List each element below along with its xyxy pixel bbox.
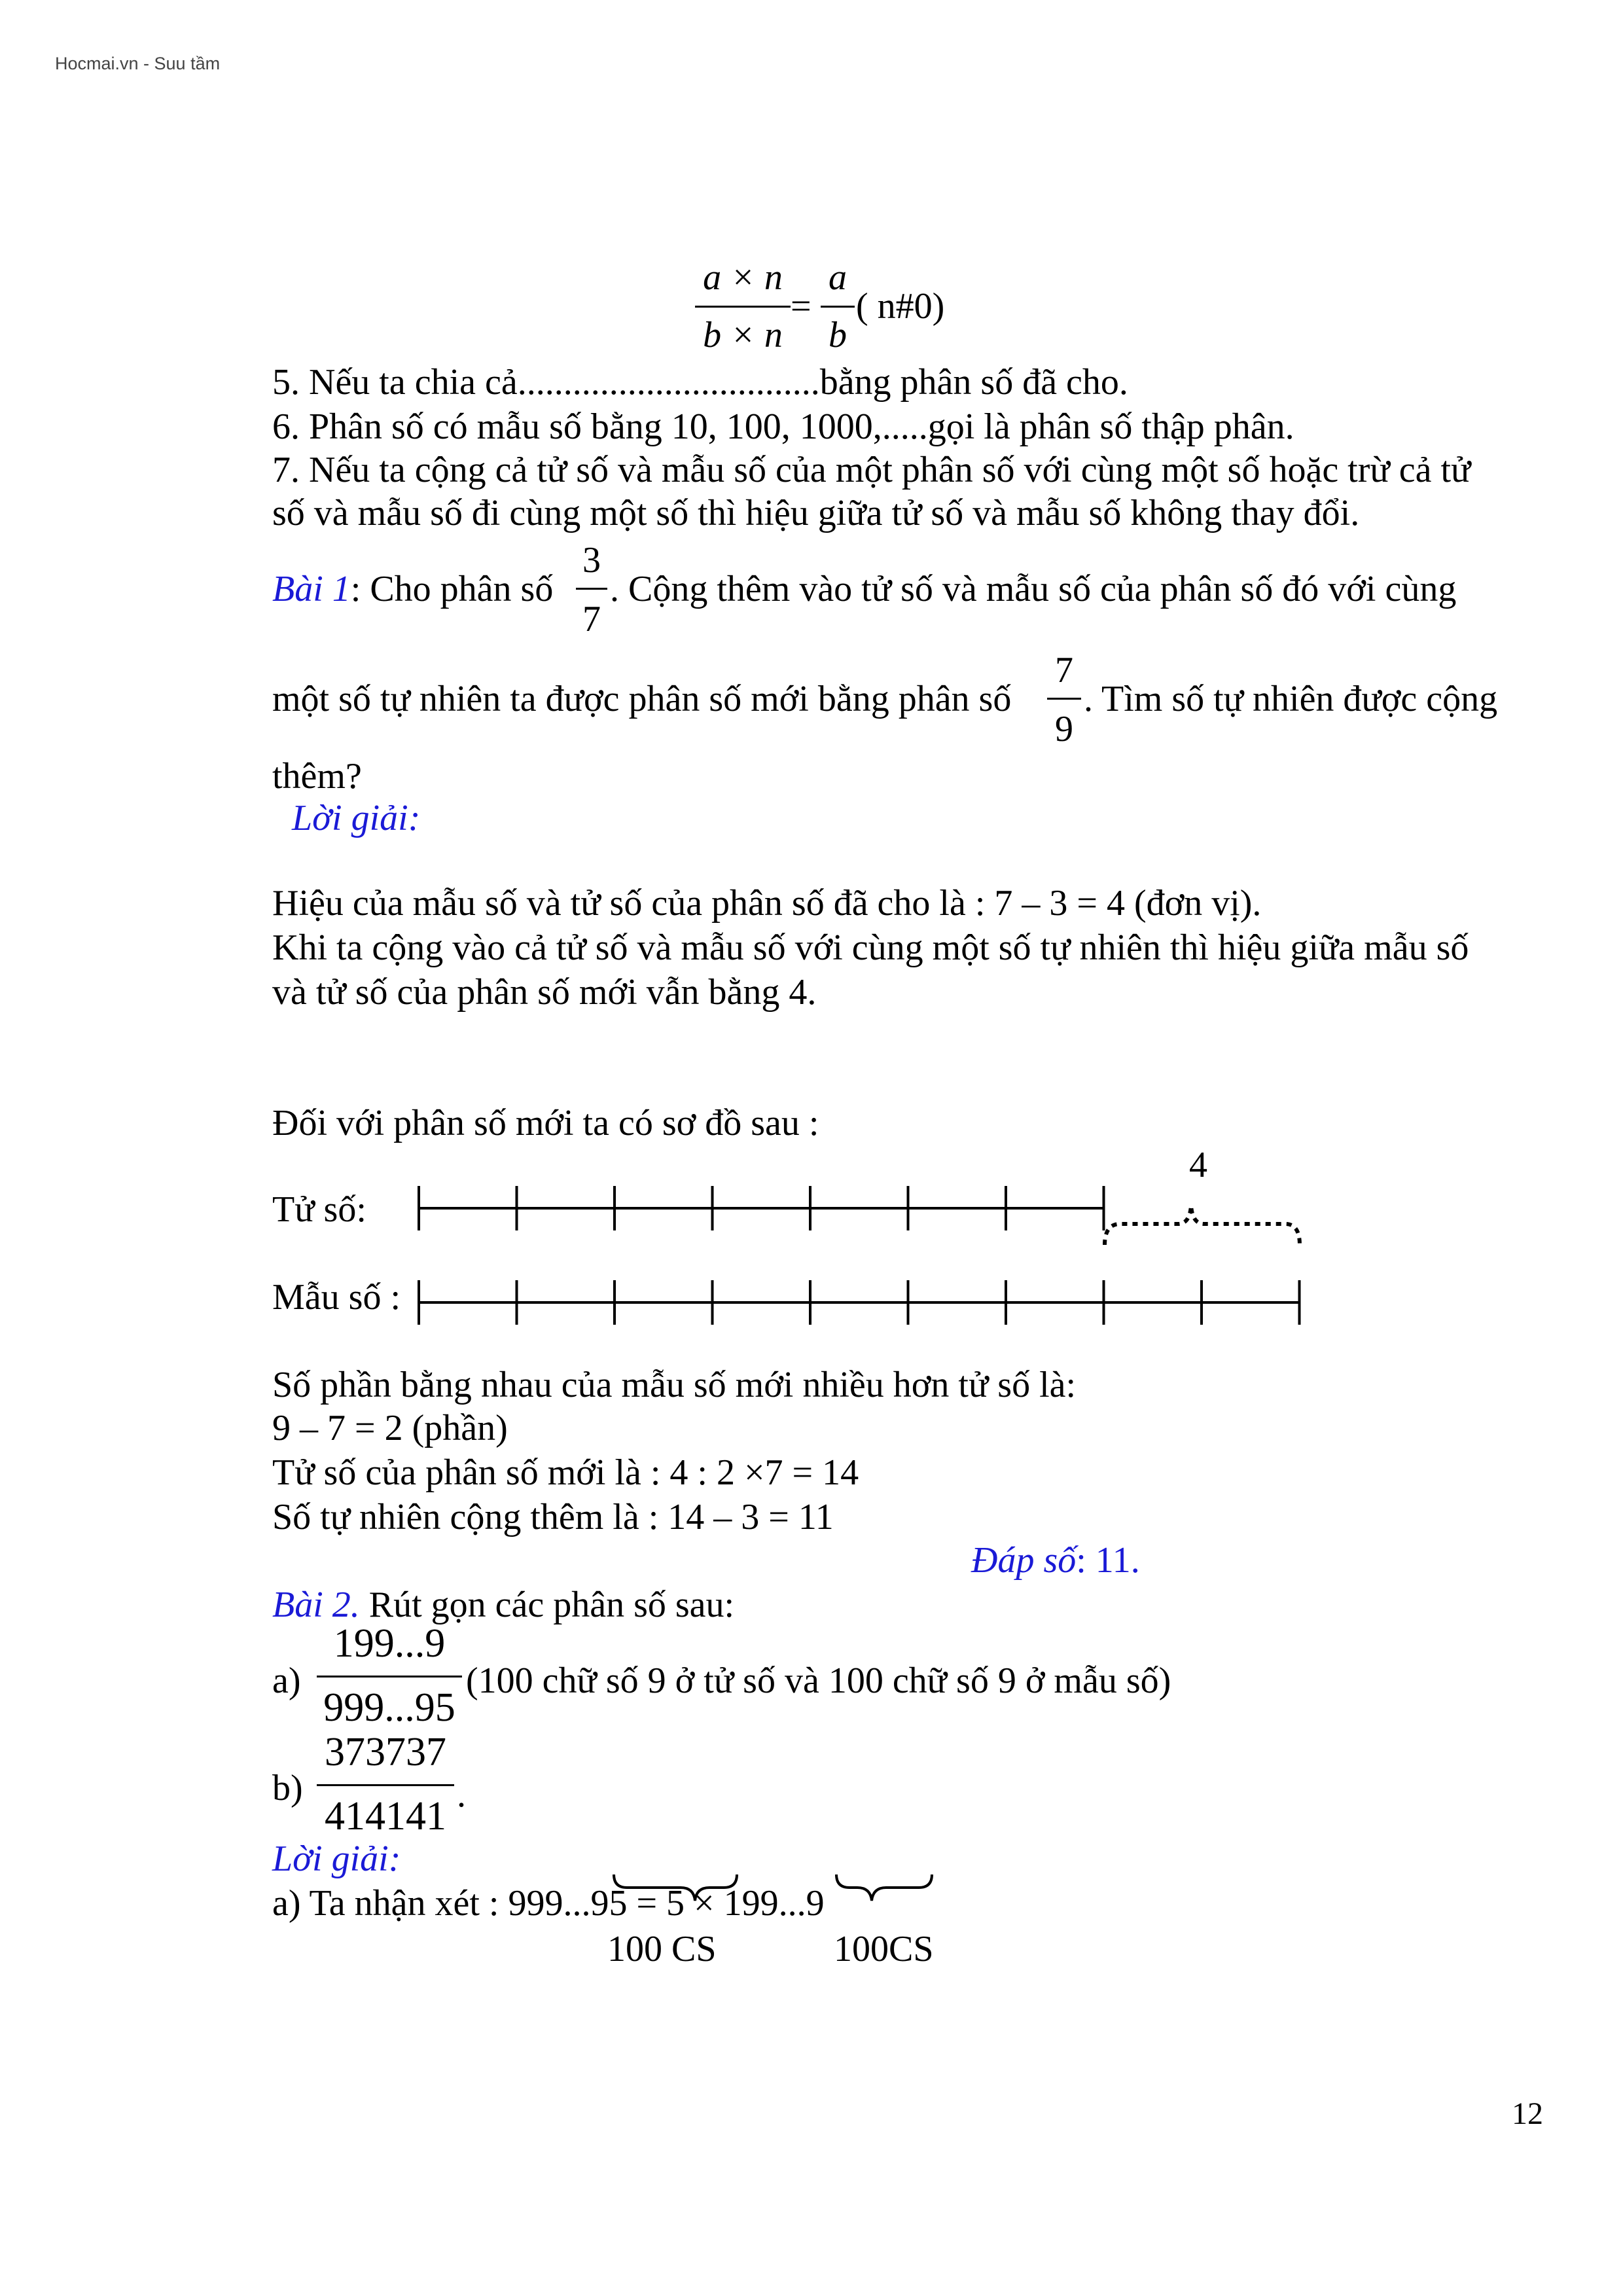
bai2-title: Rút gọn các phân số sau:	[368, 1585, 735, 1625]
bai2-b-numerator: 373737	[325, 1730, 446, 1774]
brace-label-2: 100CS	[834, 1929, 934, 1969]
diagram-tu-so-label: Tử số:	[272, 1189, 366, 1230]
bai2-a-solution: a) Ta nhận xét : 999...95 = 5 × 199...9	[272, 1883, 825, 1924]
bai1-solution-5: Số phần bằng nhau của mẫu số mới nhiều hơn tử số là:	[272, 1365, 1077, 1405]
formula-right-numerator: a	[829, 257, 847, 298]
bai1-target-numerator: 7	[1055, 650, 1073, 691]
brace-label-1: 100 CS	[607, 1929, 717, 1969]
bai1-given-numerator: 3	[582, 540, 601, 581]
page-header-source: Hocmai.vn - Suu tầm	[55, 54, 221, 73]
bai1-line-1-pre: : Cho phân số	[350, 569, 554, 609]
bai2-label: Bài 2.	[272, 1585, 360, 1625]
bai1-line-2-pre: một số tự nhiên ta được phân số mới bằng phân số	[272, 679, 1012, 719]
brace-100cs-left	[614, 1874, 737, 1901]
brace-100cs-right	[836, 1874, 932, 1901]
page-number: 12	[1512, 2096, 1543, 2131]
formula-left-numerator: a × n	[703, 257, 783, 298]
diagram-difference-label: 4	[1189, 1145, 1207, 1185]
bai1-solution-7: Tử số của phân số mới là : 4 : 2 ×7 = 14	[272, 1452, 859, 1493]
answer-label: Đáp số	[971, 1540, 1077, 1581]
bai1-solution-4: Đối với phân số mới ta có sơ đồ sau :	[272, 1103, 819, 1143]
bai1-line-1-post: . Cộng thêm vào tử số và mẫu số của phân số đó với cùng	[610, 569, 1457, 609]
rule-6: 6. Phân số có mẫu số bằng 10, 100, 1000,.....gọi là phân số thập phân.	[272, 406, 1294, 447]
formula-right-denominator: b	[829, 315, 847, 355]
bai2-a-label: a)	[272, 1660, 301, 1701]
bai1-label: Bài 1	[272, 569, 351, 609]
bai2-b-period: .	[457, 1774, 466, 1815]
bai1-line-3: thêm?	[272, 756, 362, 797]
bai1-solution-2: Khi ta cộng vào cả tử số và mẫu số với cùng một số tự nhiên thì hiệu giữa mẫu số	[272, 927, 1469, 968]
formula-left-denominator: b × n	[703, 315, 783, 355]
bai2-a-note: (100 chữ số 9 ở tử số và 100 chữ số 9 ở mẫu số)	[466, 1660, 1171, 1701]
formula-condition: ( n#0)	[856, 286, 945, 327]
bai1-given-denominator: 7	[582, 599, 601, 639]
bai2-b-label: b)	[272, 1768, 303, 1808]
bai1-solution-1: Hiệu của mẫu số và tử số của phân số đã cho là : 7 – 3 = 4 (đơn vị).	[272, 883, 1262, 924]
bai1-target-denominator: 9	[1055, 709, 1073, 749]
rule-7-line-2: số và mẫu số đi cùng một số thì hiệu giữa tử số và mẫu số không thay đổi.	[272, 493, 1360, 533]
bai1-loi-giai-heading: Lời giải:	[292, 798, 421, 838]
bai2-b-denominator: 414141	[325, 1794, 446, 1839]
bai1-solution-8: Số tự nhiên cộng thêm là : 14 – 3 = 11	[272, 1497, 834, 1537]
bai1-solution-6: 9 – 7 = 2 (phần)	[272, 1408, 508, 1448]
bai1-solution-3: và tử số của phân số mới vẫn bằng 4.	[272, 972, 817, 1013]
answer-value: : 11.	[1076, 1540, 1140, 1581]
bai2-a-numerator: 199...9	[333, 1621, 446, 1666]
rule-7-line-1: 7. Nếu ta cộng cả tử số và mẫu số của một phân số với cùng một số hoặc trừ cả tử	[272, 450, 1471, 490]
diagram-mau-so-label: Mẫu số :	[272, 1277, 401, 1318]
bai2-a-denominator: 999...95	[323, 1685, 455, 1730]
bai1-line-2-post: . Tìm số tự nhiên được cộng	[1084, 679, 1498, 719]
bai2-loi-giai-heading: Lời giải:	[272, 1839, 401, 1879]
formula-equals: =	[791, 286, 812, 327]
rule-5: 5. Nếu ta chia cả.................................bằng phân số đã cho.	[272, 362, 1128, 403]
